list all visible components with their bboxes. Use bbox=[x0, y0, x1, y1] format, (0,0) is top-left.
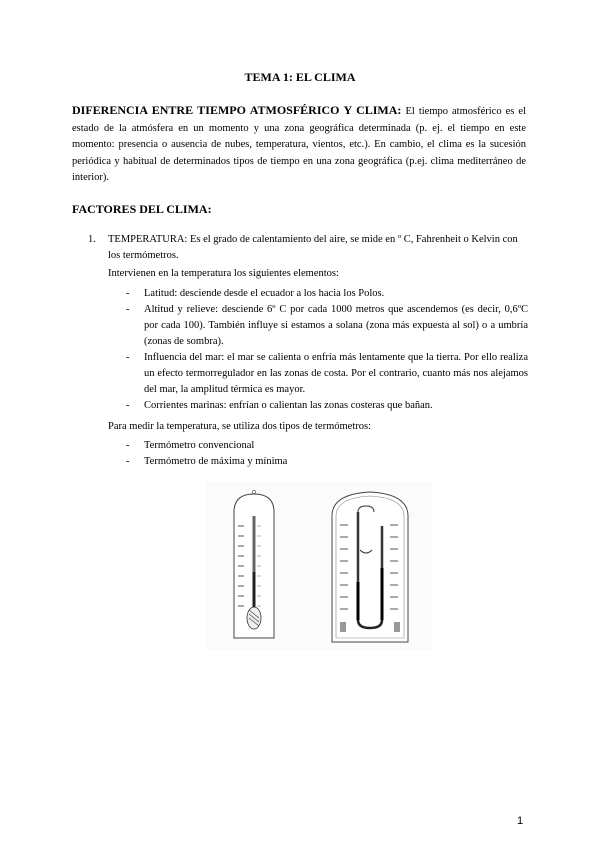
intro-heading: DIFERENCIA ENTRE TIEMPO ATMOSFÉRICO Y CLIMA: bbox=[72, 103, 402, 117]
numbered-item-temperature bbox=[88, 232, 528, 264]
intro-text: El tiempo atmosférico es el estado de la atmósfera en un momento y una zona geográfica determinada (p. ej. el tiempo en este momento: presencia o ausencia de nubes, temperatura, vientos, etc.). En cambio, el clima es la sucesión periódica y habitual de determinados tipos de tiempo en una zona geográfica (p.ej. clima mediterráneo de interior). bbox=[72, 106, 526, 183]
list-item: - Latitud: desciende desde el ecuador a los hacia los Polos. bbox=[108, 286, 528, 302]
list-item: - Influencia del mar: el mar se calienta o enfría más lentamente que la tierra. Por ello realiza un efecto termorregulador en las zonas de costa. Por el contrario, cuanto más nos alejamos del mar, la amplitud térmica es mayor. bbox=[108, 350, 528, 398]
item-number: 1. bbox=[88, 234, 96, 245]
conventional-thermometer-icon bbox=[234, 490, 274, 638]
list-item: - Corrientes marinas: enfrían o calientan las zonas costeras que bañan. bbox=[108, 398, 528, 414]
page-title: TEMA 1: EL CLIMA bbox=[244, 70, 356, 84]
list-item: - Termómetro de máxima y mínima bbox=[108, 454, 528, 470]
item-text: TEMPERATURA: Es el grado de calentamiento del aire, se mide en º C, Fahrenheit o Kelvin con los termómetros. bbox=[108, 234, 518, 261]
list-item: - Termómetro convencional bbox=[108, 438, 528, 454]
page-number: 1 bbox=[517, 815, 524, 827]
intro-paragraph bbox=[72, 102, 526, 187]
list-item: - Altitud y relieve: desciende 6º C por cada 1000 metros que ascendemos (es decir, 0,6ºC por cada 100). También influye si estamos a solana (zona más expuesta al sol) o a umbría (zonas de sombra). bbox=[108, 302, 528, 350]
elements-list bbox=[108, 286, 528, 414]
elements-intro: Intervienen en la temperatura los siguientes elementos: bbox=[108, 268, 339, 279]
max-min-thermometer-icon bbox=[332, 492, 408, 642]
thermometer-figures bbox=[206, 482, 432, 650]
thermometer-list bbox=[108, 438, 528, 470]
measure-intro: Para medir la temperatura, se utiliza dos tipos de termómetros: bbox=[108, 421, 372, 432]
factors-heading: FACTORES DEL CLIMA: bbox=[72, 202, 212, 216]
